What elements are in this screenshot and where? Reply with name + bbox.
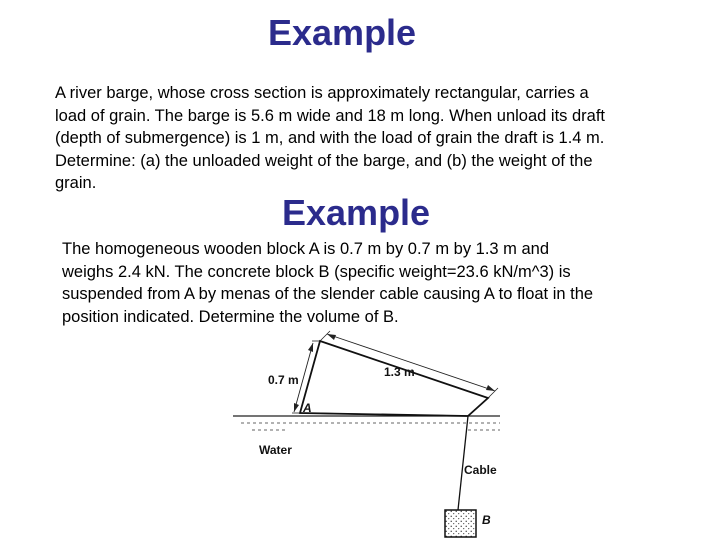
problem-2-line: suspended from A by menas of the slender cable causing A to float in the [62,285,594,303]
length-label: 1.3 m [384,365,415,379]
problem-2-line: position indicated. Determine the volume of B. [62,307,399,326]
example-title-2: Example [282,192,431,233]
water-surface [233,416,500,430]
problem-1-line: A river barge, whose cross section is approximately rectangular, carries a [55,84,589,102]
block-a-label: A [303,401,312,415]
cable-label: Cable [464,463,497,477]
problem-2-line: weighs 2.4 kN. The concrete block B (specific weight=23.6 kN/m^3) is [62,262,571,281]
problem-1-line: (depth of submergence) is 1 m, and with the load of grain the draft is 1.4 m. [55,129,605,147]
problem-1-line: Determine: (a) the unloaded weight of the barge, and (b) the weight of the [55,151,593,170]
block-b-label: B [482,513,491,527]
problem-2-line: The homogeneous wooden block A is 0.7 m by 0.7 m by 1.3 m and [62,240,550,258]
concrete-block-b [445,510,476,537]
problem-1-line: grain. [55,174,97,192]
example-title-1: Example [268,12,417,53]
width-label: 0.7 m [268,373,299,387]
water-label: Water [259,443,292,457]
problem-1-line: load of grain. The barge is 5.6 m wide and 18 m long. When unload its draft [55,106,606,125]
